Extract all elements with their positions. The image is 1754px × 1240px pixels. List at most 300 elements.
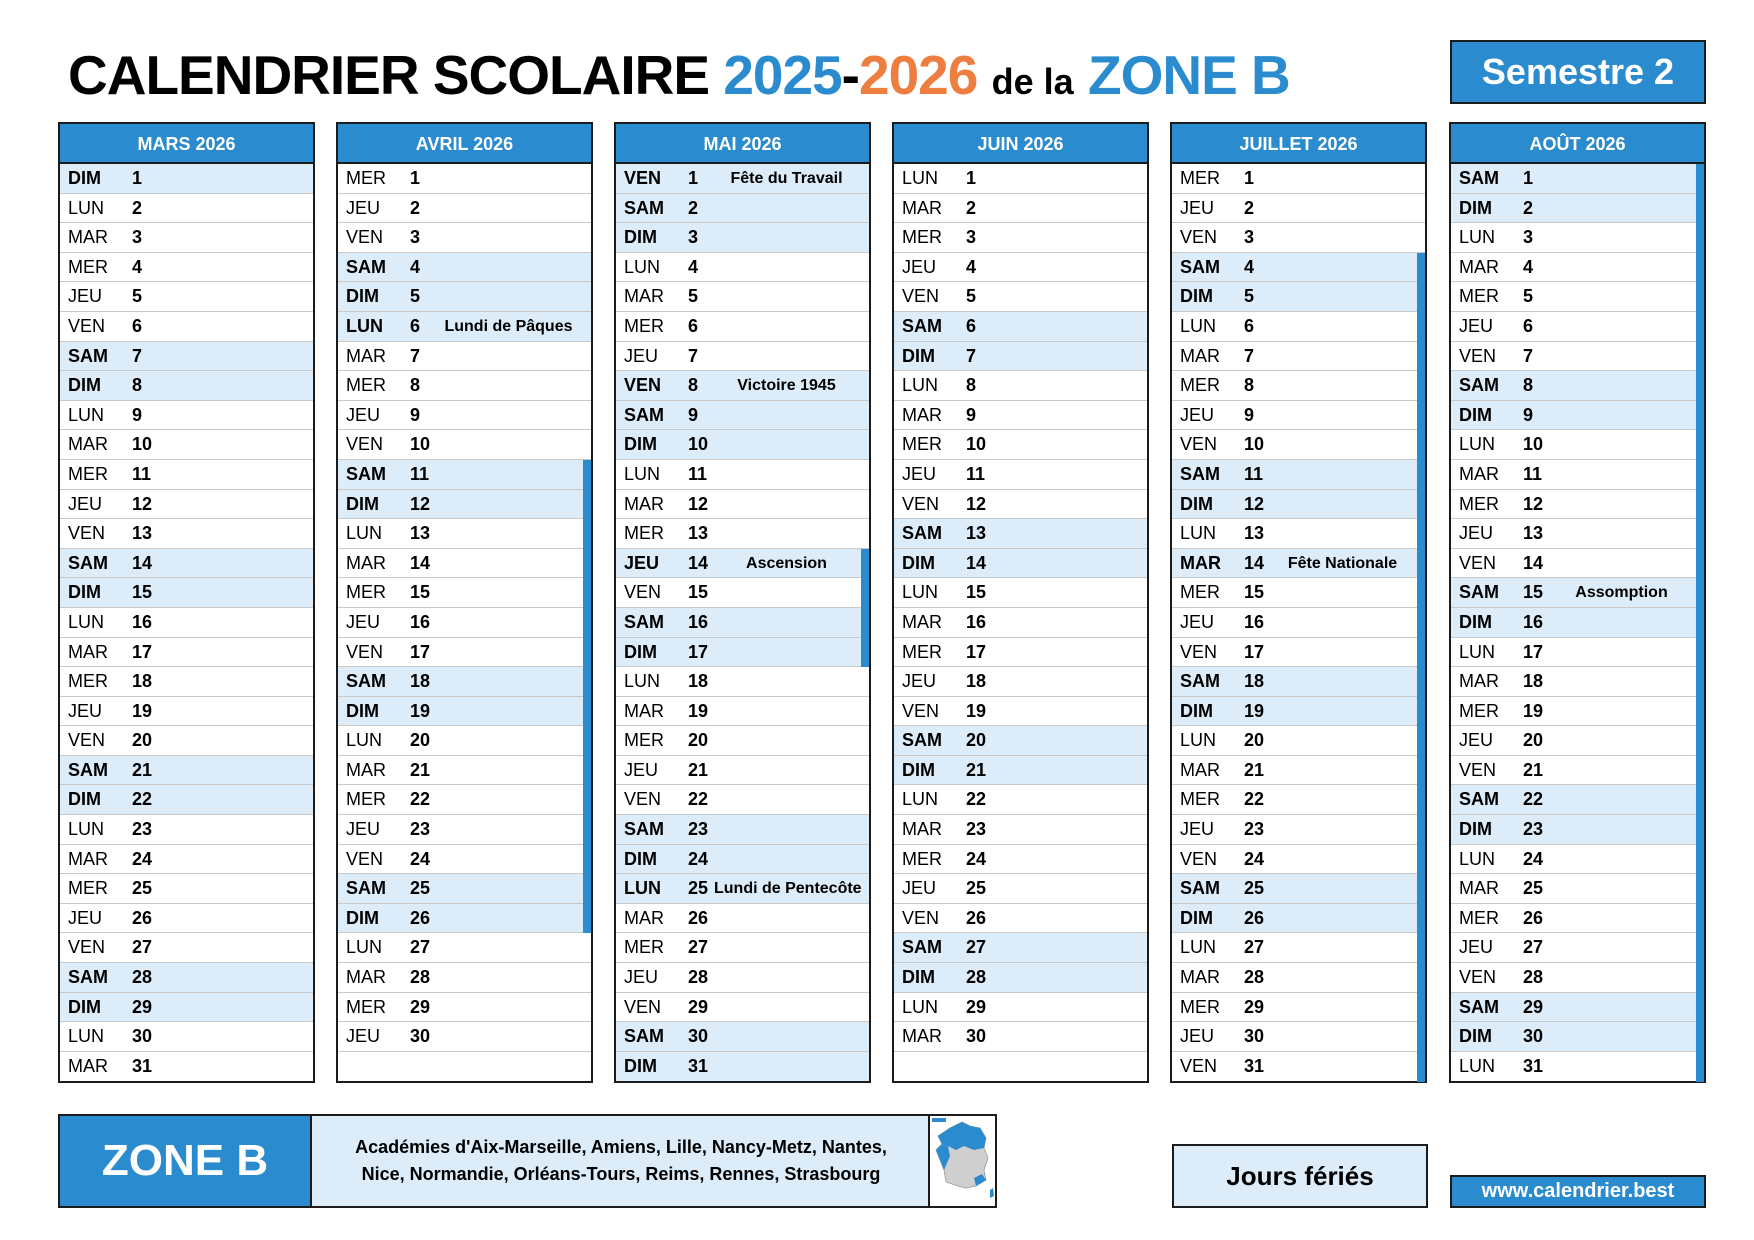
day-row	[894, 194, 1147, 224]
weekday-label: DIM	[1459, 611, 1492, 632]
weekday-label: SAM	[68, 759, 108, 780]
month-header: JUILLET 2026	[1172, 124, 1425, 164]
month-column	[892, 122, 1149, 1083]
day-number: 28	[410, 967, 431, 988]
weekday-label: VEN	[1459, 552, 1497, 573]
day-number: 12	[1523, 493, 1544, 514]
day-row	[1172, 549, 1425, 579]
day-number: 9	[966, 404, 977, 425]
day-row	[894, 845, 1147, 875]
day-number: 13	[132, 523, 153, 544]
weekday-label: VEN	[902, 700, 940, 721]
weekday-label: JEU	[68, 700, 103, 721]
day-number: 11	[1523, 463, 1543, 484]
day-number: 7	[132, 345, 143, 366]
day-row	[1172, 608, 1425, 638]
day-number: 8	[688, 375, 699, 396]
weekday-label: SAM	[346, 878, 386, 899]
day-row	[1172, 756, 1425, 786]
weekday-label: JEU	[624, 345, 659, 366]
weekday-label: VEN	[1459, 759, 1497, 780]
weekday-label: VEN	[624, 996, 662, 1017]
weekday-label: SAM	[1459, 789, 1499, 810]
day-number: 12	[1244, 493, 1265, 514]
weekday-label: VEN	[1180, 848, 1218, 869]
day-row	[1172, 164, 1425, 194]
weekday-label: SAM	[1459, 996, 1499, 1017]
day-row	[1451, 430, 1704, 460]
page-title	[68, 40, 1290, 110]
weekday-label: VEN	[902, 286, 940, 307]
day-row	[1451, 194, 1704, 224]
day-number: 13	[410, 523, 431, 544]
weekday-label: MAR	[68, 641, 108, 662]
day-number: 25	[1244, 878, 1265, 899]
day-number: 15	[132, 582, 153, 603]
weekday-label: MAR	[624, 286, 664, 307]
day-number: 10	[132, 434, 153, 455]
day-number: 28	[1523, 967, 1544, 988]
day-number: 30	[132, 1026, 153, 1047]
weekday-label: MER	[1180, 375, 1220, 396]
day-number: 13	[1523, 523, 1544, 544]
day-row	[1172, 253, 1425, 283]
weekday-label: SAM	[902, 315, 942, 336]
year-separator: -	[841, 44, 859, 106]
day-number: 10	[410, 434, 431, 455]
day-number: 11	[966, 463, 986, 484]
day-row	[894, 578, 1147, 608]
academies-line-2: Nice, Normandie, Orléans-Tours, Reims, Rennes, Strasbourg	[361, 1164, 881, 1184]
day-number: 7	[688, 345, 699, 366]
year-end: 2026	[859, 44, 978, 106]
day-number: 18	[1523, 671, 1544, 692]
day-row	[616, 697, 869, 727]
day-number: 15	[1244, 582, 1265, 603]
weekday-label: DIM	[346, 700, 379, 721]
day-number: 8	[410, 375, 421, 396]
day-number: 23	[966, 819, 987, 840]
day-number: 6	[410, 315, 421, 336]
day-number: 22	[410, 789, 431, 810]
day-row	[60, 253, 313, 283]
month-header: AOÛT 2026	[1451, 124, 1704, 164]
day-row	[60, 519, 313, 549]
day-row	[60, 638, 313, 668]
weekday-label: JEU	[1180, 197, 1215, 218]
day-row	[1451, 845, 1704, 875]
day-number: 8	[1244, 375, 1255, 396]
day-number: 17	[410, 641, 431, 662]
day-row	[1451, 401, 1704, 431]
day-number: 27	[688, 937, 709, 958]
day-row	[1172, 993, 1425, 1023]
day-number: 29	[1523, 996, 1544, 1017]
day-number: 9	[1523, 404, 1534, 425]
weekday-label: MER	[68, 256, 108, 277]
title-part1: CALENDRIER SCOLAIRE	[68, 44, 710, 106]
weekday-label: MER	[68, 463, 108, 484]
day-row	[894, 223, 1147, 253]
day-number: 24	[1523, 848, 1544, 869]
weekday-label: LUN	[68, 404, 105, 425]
day-number: 3	[1244, 227, 1255, 248]
day-row	[894, 282, 1147, 312]
day-number: 3	[688, 227, 699, 248]
weekday-label: MAR	[1459, 256, 1499, 277]
day-row	[1451, 342, 1704, 372]
day-number: 1	[1523, 168, 1534, 188]
day-number: 30	[966, 1026, 987, 1047]
zone-label: ZONE B	[60, 1116, 312, 1206]
weekday-label: DIM	[1180, 907, 1213, 928]
day-number: 19	[1523, 700, 1544, 721]
day-row	[1172, 490, 1425, 520]
day-number: 4	[410, 256, 421, 277]
day-number: 23	[410, 819, 431, 840]
day-row	[894, 904, 1147, 934]
day-row	[894, 874, 1147, 904]
day-number: 30	[1244, 1026, 1265, 1047]
day-row	[616, 1022, 869, 1052]
day-number: 12	[966, 493, 987, 514]
day-number: 21	[1244, 759, 1265, 780]
day-row	[338, 371, 591, 401]
weekday-label: DIM	[68, 996, 101, 1017]
day-row	[60, 490, 313, 520]
day-number: 10	[688, 434, 709, 455]
weekday-label: SAM	[1180, 671, 1220, 692]
weekday-label: DIM	[624, 227, 657, 248]
day-row	[1172, 519, 1425, 549]
weekday-label: VEN	[1180, 1055, 1218, 1076]
day-number: 23	[1244, 819, 1265, 840]
day-number: 2	[688, 197, 699, 218]
weekday-label: JEU	[346, 197, 381, 218]
weekday-label: DIM	[68, 168, 101, 188]
weekday-label: LUN	[346, 315, 383, 336]
day-row	[1172, 904, 1425, 934]
france-map-icon	[928, 1116, 995, 1206]
weekday-label: SAM	[346, 671, 386, 692]
day-row	[1172, 312, 1425, 342]
day-row	[60, 785, 313, 815]
weekday-label: VEN	[346, 434, 384, 455]
weekday-label: JEU	[902, 878, 937, 899]
day-number: 6	[688, 315, 699, 336]
day-row	[1451, 490, 1704, 520]
day-number: 20	[132, 730, 153, 751]
weekday-label: DIM	[346, 907, 379, 928]
day-number: 29	[410, 996, 431, 1017]
day-number: 5	[1244, 286, 1255, 307]
day-number: 16	[1523, 611, 1544, 632]
weekday-label: SAM	[624, 611, 664, 632]
weekday-label: LUN	[68, 1026, 105, 1047]
day-row	[60, 401, 313, 431]
day-number: 7	[1523, 345, 1534, 366]
weekday-label: MER	[1180, 996, 1220, 1017]
day-row	[338, 578, 591, 608]
day-row	[1172, 874, 1425, 904]
day-row	[338, 697, 591, 727]
weekday-label: VEN	[346, 227, 384, 248]
day-row	[616, 460, 869, 490]
day-number: 4	[132, 256, 143, 277]
weekday-label: MAR	[346, 552, 386, 573]
day-row	[1451, 933, 1704, 963]
day-row	[338, 430, 591, 460]
month-column	[336, 122, 593, 1083]
weekday-label: MAR	[1180, 345, 1220, 366]
weekday-label: DIM	[346, 286, 379, 307]
weekday-label: LUN	[346, 730, 383, 751]
day-number: 18	[132, 671, 153, 692]
day-number: 10	[1244, 434, 1265, 455]
day-row	[1451, 223, 1704, 253]
day-row	[338, 933, 591, 963]
weekday-label: LUN	[624, 671, 661, 692]
day-row	[1172, 194, 1425, 224]
month-column	[58, 122, 315, 1083]
weekday-label: MER	[1459, 493, 1499, 514]
weekday-label: JEU	[1180, 611, 1215, 632]
day-row	[1451, 697, 1704, 727]
day-number: 14	[1244, 552, 1265, 573]
day-number: 25	[1523, 878, 1544, 899]
day-number: 15	[1523, 582, 1544, 603]
weekday-label: JEU	[624, 552, 660, 573]
day-number: 29	[966, 996, 987, 1017]
weekday-label: LUN	[624, 463, 661, 484]
weekday-label: MER	[68, 878, 108, 899]
day-row	[60, 756, 313, 786]
day-row	[894, 785, 1147, 815]
day-row	[1172, 1052, 1425, 1082]
day-number: 27	[966, 937, 987, 958]
day-row	[1172, 371, 1425, 401]
day-number: 2	[132, 197, 143, 218]
day-number: 3	[132, 227, 143, 248]
day-row	[60, 430, 313, 460]
weekday-label: SAM	[1459, 375, 1499, 396]
day-row	[616, 164, 869, 194]
weekday-label: DIM	[1180, 493, 1213, 514]
weekday-label: MER	[1459, 286, 1499, 307]
weekday-label: MER	[346, 789, 386, 810]
day-number: 24	[1244, 848, 1265, 869]
holidays-legend: Jours fériés	[1172, 1144, 1428, 1208]
day-number: 14	[966, 552, 987, 573]
day-row	[1451, 312, 1704, 342]
day-number: 12	[132, 493, 153, 514]
day-row	[1172, 401, 1425, 431]
day-row	[894, 401, 1147, 431]
day-row	[338, 253, 591, 283]
day-row	[338, 342, 591, 372]
weekday-label: LUN	[1180, 523, 1217, 544]
weekday-label: LUN	[1459, 641, 1496, 662]
day-number: 16	[132, 611, 153, 632]
weekday-label: VEN	[1180, 641, 1218, 662]
day-row	[338, 904, 591, 934]
day-row	[616, 549, 869, 579]
weekday-label: LUN	[902, 996, 939, 1017]
day-number: 10	[966, 434, 987, 455]
day-number: 14	[410, 552, 431, 573]
day-row	[616, 312, 869, 342]
day-row	[60, 963, 313, 993]
weekday-label: MAR	[68, 227, 108, 248]
day-row	[1451, 608, 1704, 638]
weekday-label: JEU	[624, 759, 659, 780]
day-number: 24	[410, 848, 431, 869]
day-row	[338, 874, 591, 904]
day-number: 17	[688, 641, 709, 662]
day-number: 13	[688, 523, 709, 544]
weekday-label: DIM	[902, 759, 935, 780]
weekday-label: VEN	[68, 315, 106, 336]
day-row	[1172, 667, 1425, 697]
day-number: 16	[966, 611, 987, 632]
day-number: 5	[688, 286, 699, 307]
day-number: 5	[132, 286, 143, 307]
day-row	[1451, 667, 1704, 697]
day-row	[60, 1022, 313, 1052]
holiday-name: Victoire 1945	[737, 377, 836, 395]
day-row	[338, 519, 591, 549]
day-number: 3	[410, 227, 421, 248]
day-row	[894, 608, 1147, 638]
day-row	[616, 223, 869, 253]
weekday-label: JEU	[346, 819, 381, 840]
weekday-label: DIM	[1180, 700, 1213, 721]
day-number: 29	[132, 996, 153, 1017]
day-number: 8	[966, 375, 977, 396]
weekday-label: LUN	[346, 937, 383, 958]
day-number: 12	[688, 493, 709, 514]
weekday-label: MAR	[902, 197, 942, 218]
day-row	[894, 638, 1147, 668]
weekday-label: MAR	[624, 493, 664, 514]
day-number: 20	[1244, 730, 1265, 751]
day-number: 1	[1244, 168, 1255, 188]
website-link[interactable]: www.calendrier.best	[1450, 1175, 1706, 1208]
day-row	[1172, 460, 1425, 490]
day-number: 24	[966, 848, 987, 869]
weekday-label: VEN	[624, 375, 662, 396]
weekday-label: JEU	[1459, 730, 1494, 751]
weekday-label: DIM	[902, 967, 935, 988]
weekday-label: MER	[346, 582, 386, 603]
day-number: 2	[410, 197, 421, 218]
day-row	[1172, 726, 1425, 756]
day-row	[616, 667, 869, 697]
day-number: 25	[688, 878, 709, 899]
day-row	[1451, 578, 1704, 608]
day-row	[616, 874, 869, 904]
weekday-label: LUN	[1180, 315, 1217, 336]
day-row	[894, 963, 1147, 993]
month-header: MAI 2026	[616, 124, 869, 164]
weekday-label: LUN	[68, 819, 105, 840]
day-row	[338, 401, 591, 431]
weekday-label: JEU	[1180, 819, 1215, 840]
day-row	[60, 993, 313, 1023]
day-row	[616, 963, 869, 993]
day-number: 21	[688, 759, 709, 780]
weekday-label: VEN	[68, 937, 106, 958]
day-number: 31	[1523, 1055, 1544, 1076]
day-number: 21	[966, 759, 987, 780]
day-number: 23	[1523, 819, 1544, 840]
weekday-label: SAM	[624, 197, 664, 218]
weekday-label: SAM	[624, 1026, 664, 1047]
day-number: 27	[1244, 937, 1265, 958]
day-number: 19	[132, 700, 153, 721]
day-row	[894, 1052, 1147, 1082]
weekday-label: VEN	[346, 848, 384, 869]
day-row	[338, 785, 591, 815]
day-number: 11	[688, 463, 708, 484]
day-number: 25	[410, 878, 431, 899]
day-number: 5	[1523, 286, 1534, 307]
day-row	[338, 756, 591, 786]
day-number: 24	[688, 848, 709, 869]
weekday-label: JEU	[902, 463, 937, 484]
day-number: 20	[966, 730, 987, 751]
day-number: 18	[688, 671, 709, 692]
weekday-label: MER	[902, 227, 942, 248]
weekday-label: DIM	[1459, 404, 1492, 425]
day-number: 15	[688, 582, 709, 603]
weekday-label: JEU	[68, 907, 103, 928]
day-row	[894, 253, 1147, 283]
day-number: 6	[966, 315, 977, 336]
day-number: 25	[966, 878, 987, 899]
day-row	[60, 460, 313, 490]
day-row	[338, 1052, 591, 1082]
day-row	[338, 845, 591, 875]
day-row	[338, 638, 591, 668]
title-zone: ZONE B	[1087, 44, 1290, 106]
weekday-label: JEU	[346, 404, 381, 425]
weekday-label: VEN	[624, 168, 662, 188]
weekday-label: MAR	[902, 404, 942, 425]
weekday-label: SAM	[1459, 582, 1499, 603]
day-number: 11	[132, 463, 152, 484]
weekday-label: MER	[1459, 700, 1499, 721]
day-row	[1172, 845, 1425, 875]
day-number: 28	[688, 967, 709, 988]
day-row	[60, 933, 313, 963]
weekday-label: SAM	[1180, 256, 1220, 277]
day-row	[338, 549, 591, 579]
day-row	[60, 342, 313, 372]
day-number: 8	[1523, 375, 1534, 396]
day-row	[616, 993, 869, 1023]
day-row	[60, 874, 313, 904]
day-number: 19	[1244, 700, 1265, 721]
day-number: 17	[966, 641, 987, 662]
day-row	[60, 726, 313, 756]
day-row	[894, 726, 1147, 756]
day-row	[1172, 578, 1425, 608]
weekday-label: MER	[1180, 168, 1220, 188]
weekday-label: DIM	[1459, 819, 1492, 840]
weekday-label: JEU	[902, 671, 937, 692]
weekday-label: SAM	[68, 967, 108, 988]
